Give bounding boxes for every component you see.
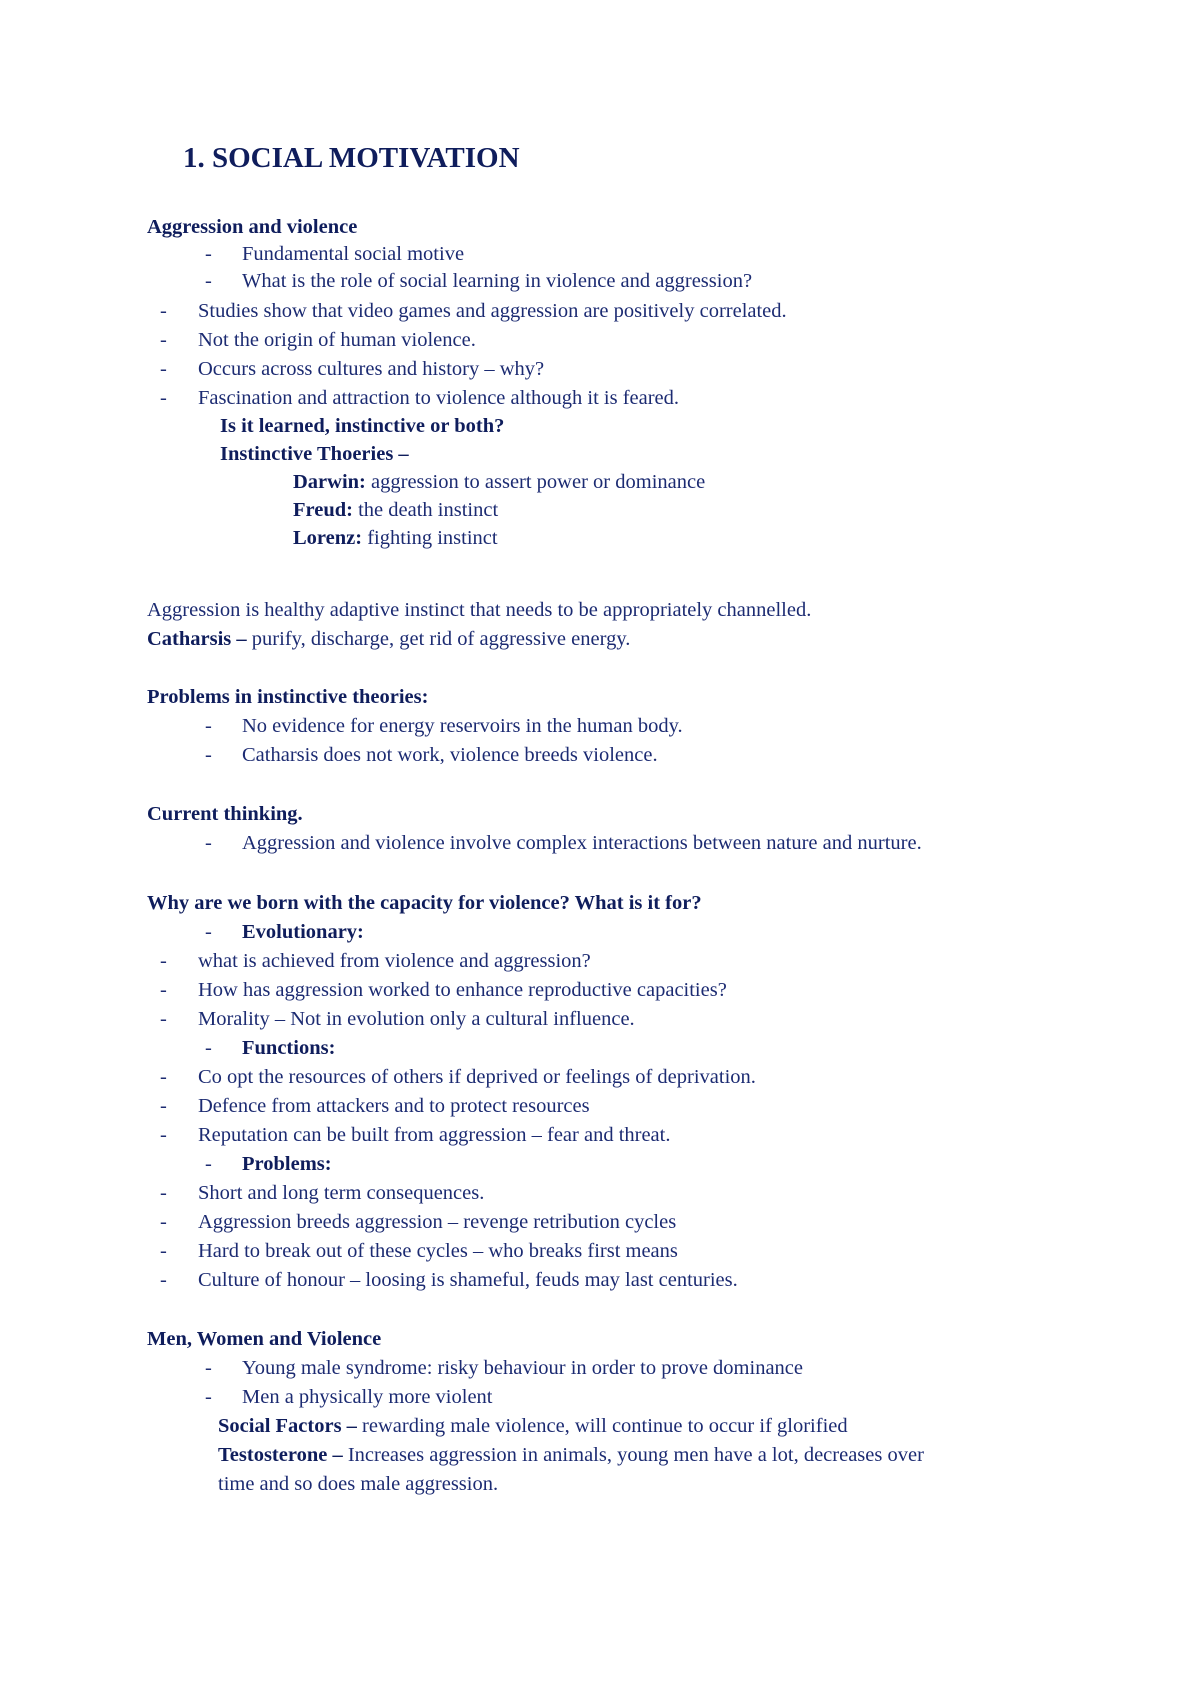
theory-description: the death instinct bbox=[352, 499, 499, 521]
definition: Increases aggression in animals, young men have a lot, decreases over bbox=[342, 1444, 924, 1466]
bullet-text: How has aggression worked to enhance reproductive capacities? bbox=[198, 979, 727, 1001]
bullet-text: No evidence for energy reservoirs in the human body. bbox=[242, 715, 683, 737]
bullet-dash: - bbox=[160, 1095, 167, 1117]
bullet-dash: - bbox=[205, 921, 212, 943]
bullet-text: Not the origin of human violence. bbox=[198, 329, 476, 351]
bullet-dash: - bbox=[205, 744, 212, 766]
term: Social Factors – bbox=[218, 1415, 357, 1437]
bullet-text: Culture of honour – loosing is shameful, feuds may last centuries. bbox=[198, 1269, 738, 1291]
heading-current-thinking: Current thinking. bbox=[147, 803, 303, 825]
bullet-dash: - bbox=[205, 243, 212, 265]
term: Testosterone – bbox=[218, 1444, 343, 1466]
heading-aggression-violence: Aggression and violence bbox=[147, 216, 358, 238]
bullet-text: Aggression breeds aggression – revenge retribution cycles bbox=[198, 1211, 677, 1233]
theory-freud bbox=[293, 497, 498, 524]
bullet-dash: - bbox=[160, 1124, 167, 1146]
theory-darwin bbox=[293, 469, 705, 496]
testosterone-definition-continued: time and so does male aggression. bbox=[218, 1473, 499, 1495]
bullet-dash: - bbox=[160, 1211, 167, 1233]
bullet-text: Fascination and attraction to violence although it is feared. bbox=[198, 387, 680, 409]
catharsis-definition bbox=[147, 626, 630, 653]
bullet-text: Morality – Not in evolution only a cultural influence. bbox=[198, 1008, 635, 1030]
bullet-dash: - bbox=[160, 300, 167, 322]
bullet-text: Young male syndrome: risky behaviour in order to prove dominance bbox=[242, 1357, 803, 1379]
bullet-dash: - bbox=[160, 329, 167, 351]
definition: rewarding male violence, will continue to occur if glorified bbox=[356, 1415, 848, 1437]
subheading-evolutionary: Evolutionary: bbox=[242, 921, 364, 943]
theory-description: aggression to assert power or dominance bbox=[365, 471, 706, 493]
bullet-dash: - bbox=[160, 979, 167, 1001]
bullet-dash: - bbox=[205, 832, 212, 854]
bullet-text: Catharsis does not work, violence breeds violence. bbox=[242, 744, 658, 766]
bullet-text: What is the role of social learning in violence and aggression? bbox=[242, 270, 753, 292]
heading-why-born-violence: Why are we born with the capacity for violence? What is it for? bbox=[147, 892, 702, 914]
bullet-text: Co opt the resources of others if deprived or feelings of deprivation. bbox=[198, 1066, 756, 1088]
testosterone-definition bbox=[218, 1442, 924, 1469]
bullet-dash: - bbox=[160, 1269, 167, 1291]
bullet-dash: - bbox=[160, 1008, 167, 1030]
term: Catharsis – bbox=[147, 628, 247, 650]
theorist-name: Lorenz: bbox=[293, 527, 363, 549]
bullet-dash: - bbox=[205, 1386, 212, 1408]
bullet-text: Studies show that video games and aggression are positively correlated. bbox=[198, 300, 787, 322]
subheading-functions: Functions: bbox=[242, 1037, 336, 1059]
bullet-text: what is achieved from violence and aggression? bbox=[198, 950, 591, 972]
bullet-dash: - bbox=[205, 1357, 212, 1379]
theorist-name: Freud: bbox=[293, 499, 353, 521]
bullet-text: Aggression and violence involve complex interactions between nature and nurture. bbox=[242, 832, 922, 854]
bullet-dash: - bbox=[160, 1066, 167, 1088]
theorist-name: Darwin: bbox=[293, 471, 366, 493]
bullet-dash: - bbox=[160, 387, 167, 409]
instinctive-theories-heading: Instinctive Thoeries – bbox=[220, 443, 409, 465]
theory-description: fighting instinct bbox=[362, 527, 498, 549]
definition: purify, discharge, get rid of aggressive energy. bbox=[246, 628, 631, 650]
bullet-text: Hard to break out of these cycles – who breaks first means bbox=[198, 1240, 678, 1262]
heading-men-women-violence: Men, Women and Violence bbox=[147, 1328, 382, 1350]
question-learned-instinctive: Is it learned, instinctive or both? bbox=[220, 415, 505, 437]
bullet-dash: - bbox=[205, 1037, 212, 1059]
bullet-text: Fundamental social motive bbox=[242, 243, 465, 265]
page-title: 1. SOCIAL MOTIVATION bbox=[183, 142, 520, 174]
bullet-dash: - bbox=[160, 1240, 167, 1262]
subheading-problems: Problems: bbox=[242, 1153, 332, 1175]
bullet-text: Short and long term consequences. bbox=[198, 1182, 485, 1204]
bullet-text: Defence from attackers and to protect resources bbox=[198, 1095, 590, 1117]
bullet-text: Occurs across cultures and history – why? bbox=[198, 358, 545, 380]
bullet-dash: - bbox=[205, 270, 212, 292]
bullet-dash: - bbox=[205, 1153, 212, 1175]
bullet-dash: - bbox=[205, 715, 212, 737]
bullet-dash: - bbox=[160, 358, 167, 380]
bullet-text: Reputation can be built from aggression – fear and threat. bbox=[198, 1124, 671, 1146]
heading-problems-instinctive: Problems in instinctive theories: bbox=[147, 686, 429, 708]
bullet-dash: - bbox=[160, 1182, 167, 1204]
adaptive-instinct-text: Aggression is healthy adaptive instinct that needs to be appropriately channelled. bbox=[147, 599, 812, 621]
theory-lorenz bbox=[293, 525, 498, 552]
bullet-text: Men a physically more violent bbox=[242, 1386, 493, 1408]
social-factors-definition bbox=[218, 1413, 848, 1440]
bullet-dash: - bbox=[160, 950, 167, 972]
